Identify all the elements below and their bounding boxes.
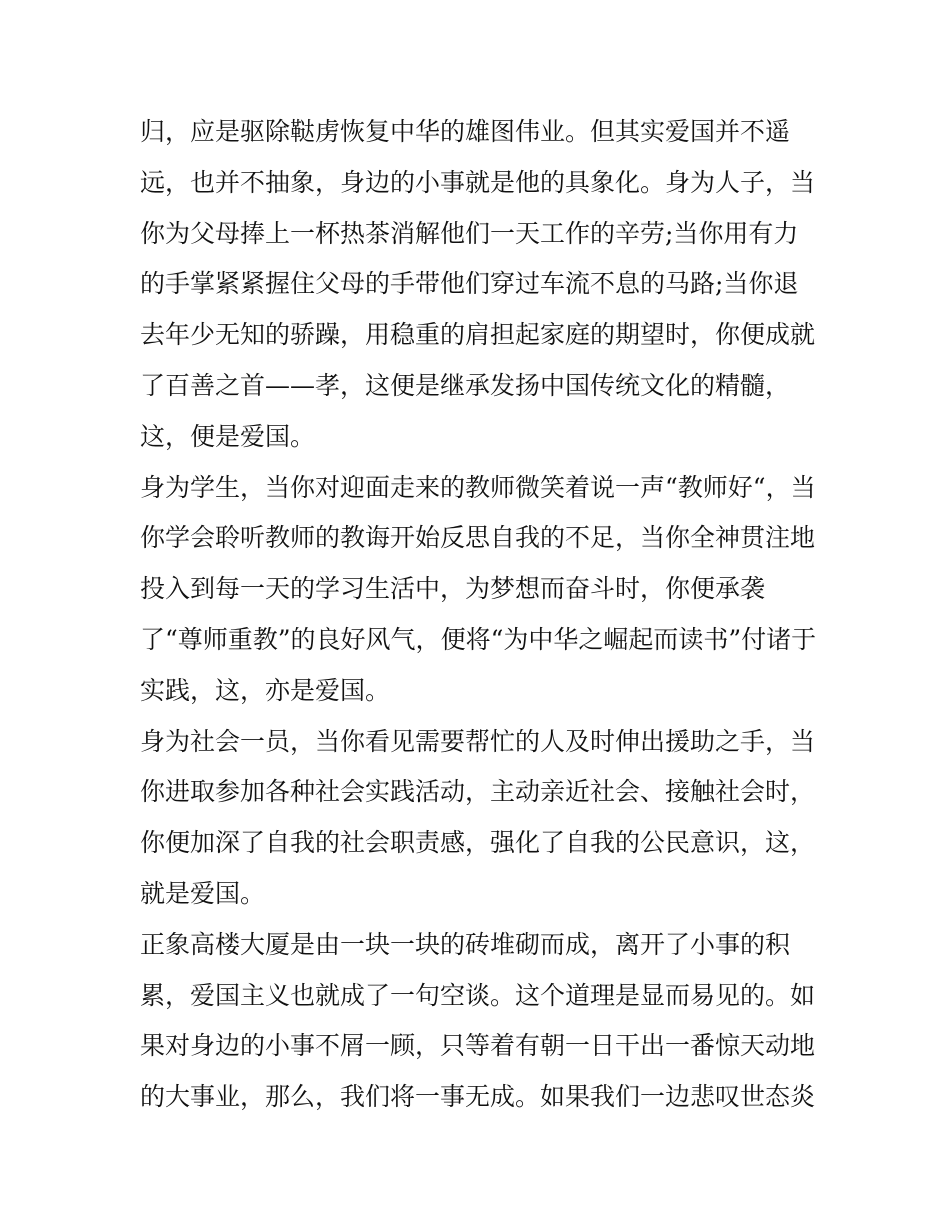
text-line: 去年少无知的骄躁，用稳重的肩担起家庭的期望时，你便成就 [140,320,816,350]
text-line: 你学会聆听教师的教诲开始反思自我的不足，当你全神贯注地 [140,523,816,553]
text-line: 身为社会一员，当你看见需要帮忙的人及时伸出援助之手，当 [140,726,816,756]
text-line: 的大事业，那么，我们将一事无成。如果我们一边悲叹世态炎 [140,1082,816,1112]
text-line: 了“尊师重教”的良好风气，便将“为中华之崛起而读书”付诸于 [140,624,817,654]
text-line: 投入到每一天的学习生活中，为梦想而奋斗时，你便承袭 [140,574,766,604]
text-line: 你为父母捧上一杯热茶消解他们一天工作的辛劳;当你用有力 [140,218,799,248]
text-line: 你便加深了自我的社会职责感，强化了自我的公民意识，这， [140,828,816,858]
text-line: 正象高楼大厦是由一块一块的砖堆砌而成，离开了小事的积 [140,929,791,959]
text-line: 这，便是爱国。 [140,421,316,451]
text-line: 身为学生，当你对迎面走来的教师微笑着说一声“教师好“，当 [140,472,816,502]
text-line: 归，应是驱除鞑虏恢复中华的雄图伟业。但其实爱国并不遥 [140,117,791,146]
text-line: 就是爱国。 [140,878,266,908]
text-line: 了百善之首——孝，这便是继承发扬中国传统文化的精髓， [140,370,791,400]
text-line: 累，爱国主义也就成了一句空谈。这个道理是显而易见的。如 [140,980,816,1010]
text-line: 你进取参加各种社会实践活动，主动亲近社会、接触社会时， [140,777,816,807]
text-line: 远，也并不抽象，身边的小事就是他的具象化。身为人子，当 [140,167,816,197]
text-line: 果对身边的小事不屑一顾，只等着有朝一日干出一番惊天动地 [140,1031,816,1061]
text-line: 的手掌紧紧握住父母的手带他们穿过车流不息的马路;当你退 [140,269,799,299]
text-line: 实践，这，亦是爱国。 [140,675,391,705]
body-text [140,107,820,1123]
